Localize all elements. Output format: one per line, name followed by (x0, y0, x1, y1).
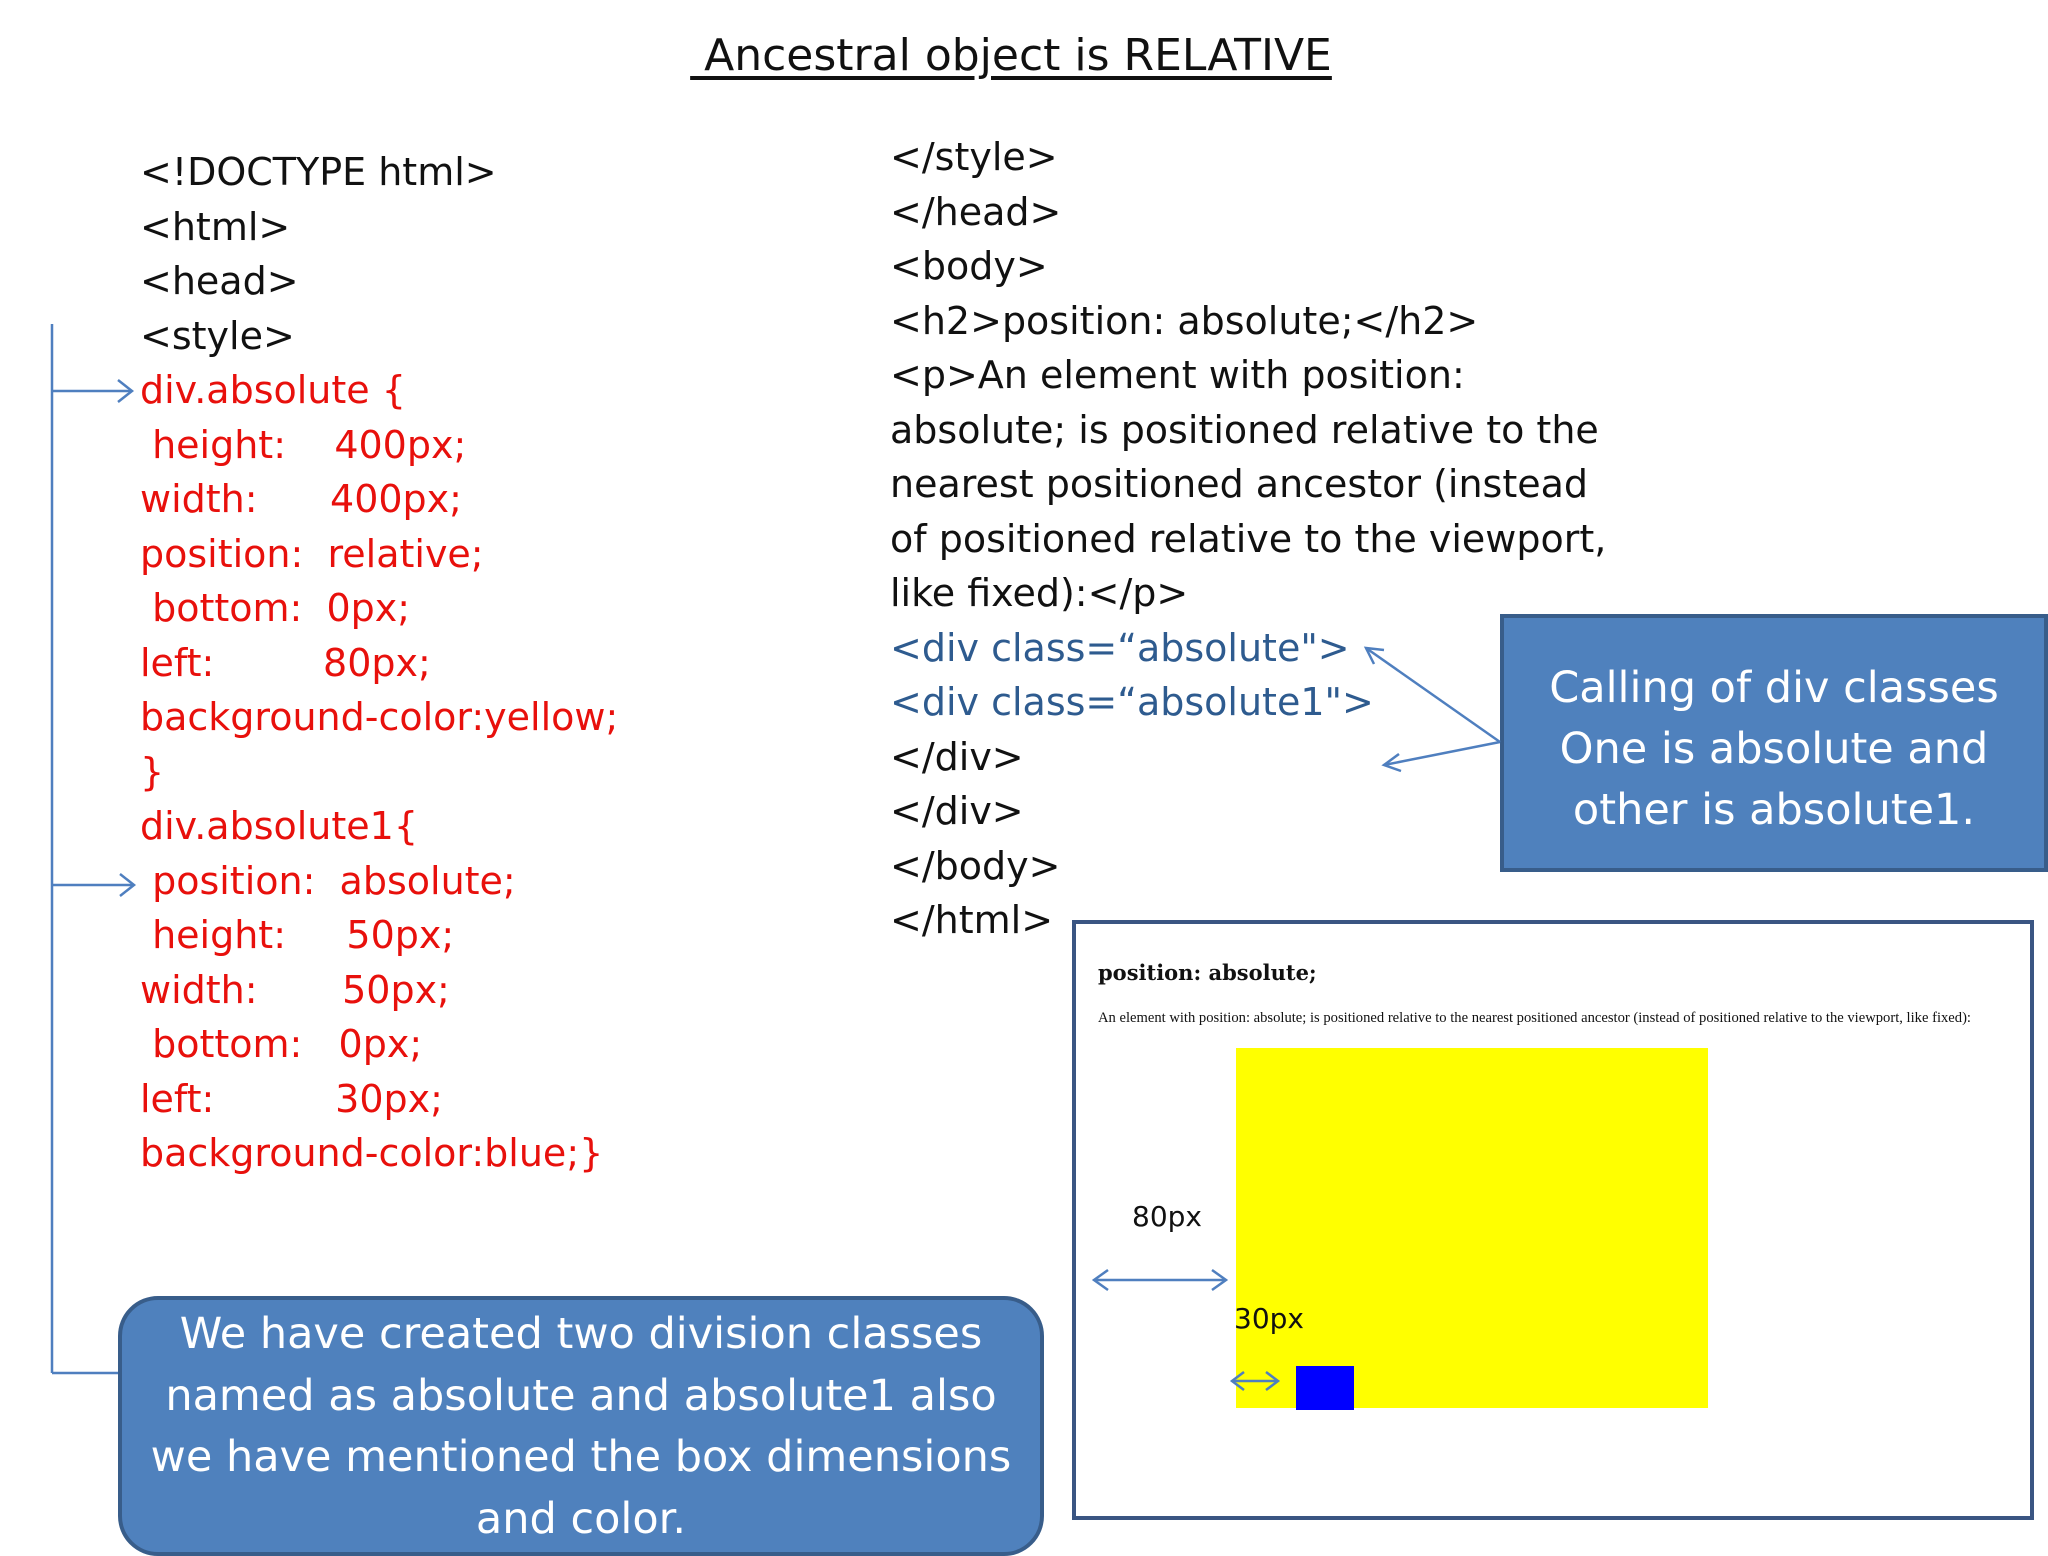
css-code-line: <style> (140, 313, 295, 358)
callout-line: named as absolute and absolute1 also (165, 1370, 997, 1421)
css-code-line: background-color:yellow; (140, 695, 619, 739)
html-code-line: </div> (890, 734, 1024, 779)
callout-line: we have mentioned the box dimensions (150, 1432, 1012, 1482)
css-code-line: background-color:blue;} (140, 1131, 604, 1175)
callout-line: other is absolute1. (1572, 785, 1976, 835)
css-code-line: width: 400px; (140, 477, 462, 521)
callout-line: We have created two division classes (179, 1309, 983, 1359)
html-code-line: </div> (890, 789, 1024, 833)
html-code-line: <p>An element with position: (890, 353, 1465, 397)
html-code-line: <h2>position: absolute;</h2> (890, 298, 1479, 343)
html-code-line: <body> (890, 244, 1048, 288)
arrow-to-absolute-call (1366, 648, 1500, 742)
css-code-line: <head> (140, 259, 299, 303)
css-code-line: left: 80px; (140, 640, 431, 685)
callout-line: Calling of div classes (1549, 663, 1999, 713)
css-code-line: left: 30px; (140, 1076, 443, 1121)
html-code-line: of positioned relative to the viewport, (890, 516, 1607, 561)
css-code-line: position: absolute; (140, 858, 516, 903)
preview-heading: position: absolute; (1098, 960, 1317, 985)
css-code-line: height: 400px; (140, 422, 467, 467)
html-code-line: absolute; is positioned relative to the (890, 407, 1599, 452)
html-code-line: </body> (890, 843, 1061, 888)
html-code-line: </head> (890, 189, 1062, 234)
arrow-to-absolute1-call (1384, 742, 1500, 765)
offset-80px-label: 80px (1132, 1200, 1202, 1233)
callout-line: One is absolute and (1559, 724, 1989, 774)
css-code-line: } (140, 749, 165, 794)
html-code-line: like fixed):</p> (890, 571, 1189, 615)
html-code-line: </html> (890, 898, 1054, 942)
css-code-line: width: 50px; (140, 967, 450, 1012)
css-code-line: <html> (140, 204, 291, 249)
html-code-line: nearest positioned ancestor (instead (890, 462, 1589, 506)
preview-paragraph: An element with position: absolute; is positioned relative to the nearest positioned ancestor (instead of positioned relative to the viewport, like fixed): (1098, 1010, 1971, 1026)
css-code-line: div.absolute { (140, 368, 406, 412)
css-code-line: <!DOCTYPE html> (140, 150, 497, 194)
offset-30px-label: 30px (1234, 1302, 1304, 1335)
css-code-line: bottom: 0px; (140, 586, 411, 630)
html-code-line: <div class=“absolute1"> (890, 680, 1374, 724)
css-code-line: position: relative; (140, 531, 484, 576)
css-code-line: bottom: 0px; (140, 1022, 423, 1066)
html-code-line: </style> (890, 135, 1058, 179)
slide-title: Ancestral object is RELATIVE (690, 30, 1332, 81)
html-code-line: <div class=“absolute"> (890, 625, 1350, 670)
css-code-line: div.absolute1{ (140, 804, 419, 848)
callout-line: and color. (475, 1493, 687, 1544)
css-code-line: height: 50px; (140, 913, 455, 957)
